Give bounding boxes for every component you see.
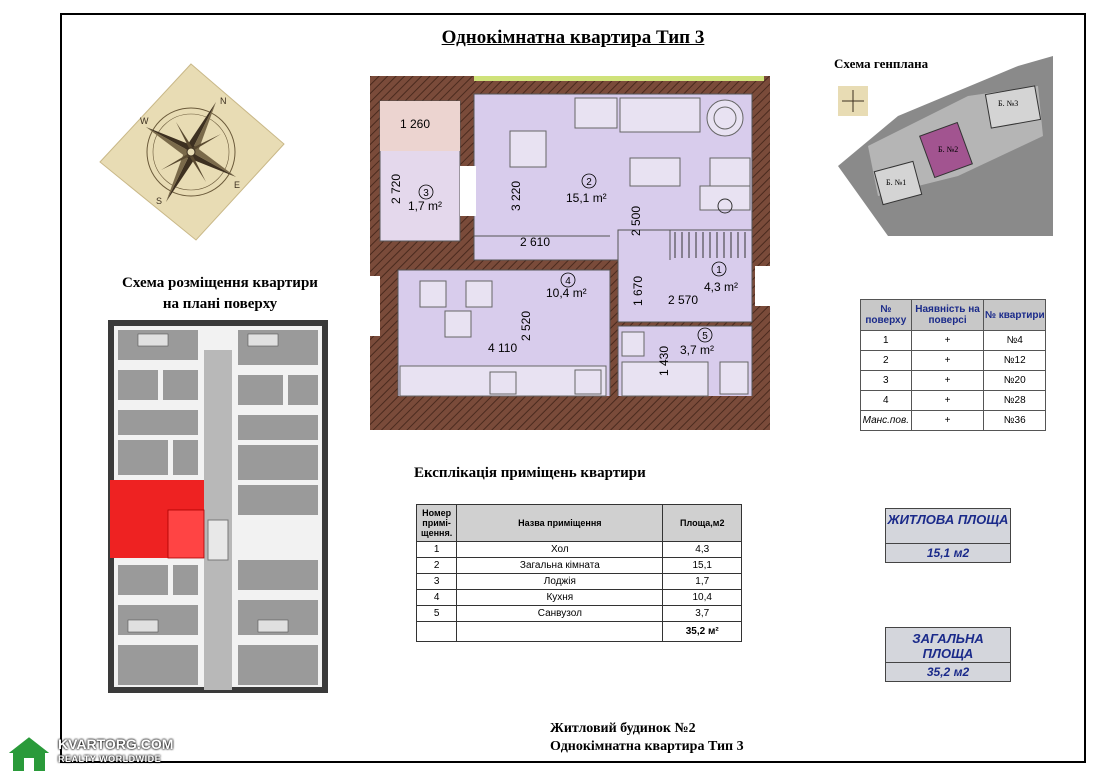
compass-n: N	[220, 96, 227, 106]
explication-header	[417, 505, 742, 542]
floors-cell: №28	[984, 391, 1046, 411]
table-row	[861, 351, 1046, 371]
table-row	[417, 590, 742, 606]
floors-th-floor: № поверху	[861, 300, 912, 331]
expl-cell: 1,7	[663, 574, 742, 590]
floors-cell: Манс.пов.	[861, 411, 912, 431]
expl-th-area: Площа,м2	[663, 505, 742, 542]
expl-th-name: Назва приміщення	[457, 505, 663, 542]
watermark-logo	[4, 730, 184, 774]
footer-line2: Однокімнатна квартира Тип 3	[550, 739, 744, 754]
floors-cell: №20	[984, 371, 1046, 391]
room-2-num: 2	[586, 177, 592, 188]
floors-table-header	[861, 300, 1046, 331]
expl-cell: 4,3	[663, 542, 742, 558]
footer	[550, 720, 744, 756]
explication-table	[416, 504, 742, 642]
table-row	[861, 371, 1046, 391]
footer-line1: Житловий будинок №2	[550, 721, 696, 736]
table-row	[417, 606, 742, 622]
expl-cell: 10,4	[663, 590, 742, 606]
floors-th-apartment: № квартири	[984, 300, 1046, 331]
expl-cell: Кухня	[457, 590, 663, 606]
expl-cell: 3,7	[663, 606, 742, 622]
room-4-num: 4	[565, 276, 571, 287]
floors-cell: +	[911, 411, 984, 431]
floors-cell: +	[911, 331, 984, 351]
floors-cell: 4	[861, 391, 912, 411]
living-area-title: ЖИТЛОВА ПЛОЩА	[887, 512, 1009, 527]
dim-1430: 1 430	[657, 345, 671, 376]
table-row	[417, 542, 742, 558]
floors-cell: +	[911, 371, 984, 391]
floors-cell: +	[911, 351, 984, 371]
living-area-box	[885, 508, 1011, 563]
dim-2520: 2 520	[519, 310, 533, 341]
floors-cell: 3	[861, 371, 912, 391]
floors-cell: 1	[861, 331, 912, 351]
total-area-title: ЗАГАЛЬНА ПЛОЩА	[912, 631, 984, 661]
dim-2500: 2 500	[629, 205, 643, 236]
page-title: Однокімнатна квартира Тип 3	[441, 27, 705, 48]
floors-cell: №36	[984, 411, 1046, 431]
expl-total: 35,2 м²	[663, 622, 742, 642]
expl-cell: 15,1	[663, 558, 742, 574]
room-3-area: 1,7 m²	[408, 199, 443, 213]
compass-rose	[96, 62, 286, 242]
expl-cell: 5	[417, 606, 457, 622]
table-row	[861, 411, 1046, 431]
house-icon	[4, 734, 54, 774]
expl-cell: 4	[417, 590, 457, 606]
expl-cell: 1	[417, 542, 457, 558]
room-4-area: 10,4 m²	[546, 286, 587, 300]
room-2-area: 15,1 m²	[566, 191, 607, 205]
compass-s: S	[156, 196, 163, 206]
table-row	[417, 558, 742, 574]
expl-cell: 2	[417, 558, 457, 574]
total-area-value: 35,2 м2	[886, 662, 1010, 681]
room-1-area: 4,3 m²	[704, 280, 739, 294]
dim-1260: 1 260	[400, 117, 431, 131]
site-building-3: Б. №3	[998, 99, 1019, 108]
dim-1670: 1 670	[631, 275, 645, 306]
room-1-num: 1	[716, 265, 722, 276]
living-area-value: 15,1 м2	[886, 543, 1010, 562]
table-row	[861, 391, 1046, 411]
table-row	[861, 331, 1046, 351]
floor-scheme-title-line1: Схема розміщення квартири	[122, 275, 318, 291]
compass-w: W	[140, 116, 149, 126]
floors-cell: 2	[861, 351, 912, 371]
site-building-1: Б. №1	[886, 178, 907, 187]
explication-title: Експлікація приміщень квартири	[414, 465, 646, 481]
watermark-brand: KVARTORG.COM	[58, 736, 174, 752]
site-plan	[838, 56, 1058, 236]
table-row	[417, 574, 742, 590]
table-row	[417, 622, 742, 642]
compass-e: E	[234, 180, 241, 190]
dim-2610: 2 610	[520, 235, 551, 249]
floors-th-presence: Наявність на поверсі	[911, 300, 984, 331]
dim-2720: 2 720	[389, 173, 403, 204]
floor-plan-scheme	[108, 320, 328, 693]
watermark-tagline: REALTY WORLDWIDE	[58, 754, 162, 764]
dim-4110: 4 110	[488, 341, 518, 355]
expl-cell: Санвузол	[457, 606, 663, 622]
site-building-2: Б. №2	[938, 145, 959, 154]
floors-cell: №4	[984, 331, 1046, 351]
room-5-num: 5	[702, 331, 708, 342]
floor-scheme-title	[100, 273, 340, 315]
room-5-area: 3,7 m²	[680, 343, 715, 357]
expl-cell: Загальна кімната	[457, 558, 663, 574]
site-plan-title: Схема генплана	[834, 56, 929, 71]
expl-cell: 3	[417, 574, 457, 590]
total-area-box	[885, 627, 1011, 682]
expl-cell: Лоджія	[457, 574, 663, 590]
expl-cell: Хол	[457, 542, 663, 558]
floors-table	[860, 299, 1046, 431]
room-3-num: 3	[423, 188, 429, 199]
floors-cell: +	[911, 391, 984, 411]
dim-2570: 2 570	[668, 293, 699, 307]
floor-scheme-title-line2: на плані поверху	[162, 296, 278, 312]
apartment-plan	[370, 76, 770, 430]
expl-th-number: Номер примі-щення.	[417, 505, 457, 542]
floors-cell: №12	[984, 351, 1046, 371]
dim-3220: 3 220	[509, 180, 523, 211]
